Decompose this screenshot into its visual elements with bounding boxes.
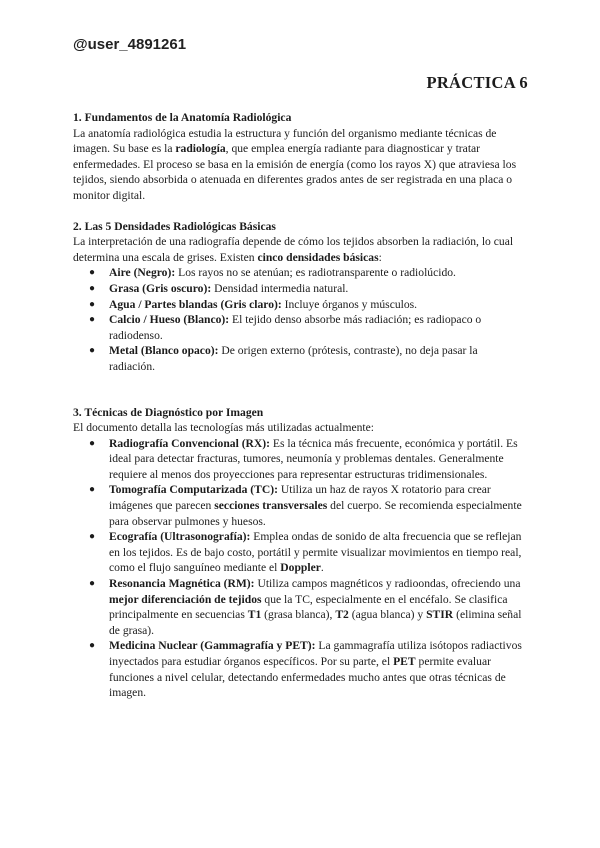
bullet-icon: ●: [89, 640, 96, 652]
technique-list: [73, 436, 525, 701]
page-title: PRÁCTICA 6: [426, 73, 528, 92]
section-heading: 1. Fundamentos de la Anatomía Radiológica: [73, 111, 292, 124]
list-item: ● Metal (Blanco opaco): De origen externo (prótesis, contraste), no deja pasar la radiación.: [89, 344, 478, 373]
list-item: ● Grasa (Gris oscuro): Densidad intermedia natural.: [89, 281, 349, 295]
bullet-icon: ●: [89, 298, 96, 310]
section-densities: [73, 219, 525, 375]
list-item: ● Resonancia Magnética (RM): Utiliza campos magnéticos y radioondas, ofreciendo una mejor diferenciación de tejidos que la TC, especialmente en el encéfalo. Se clasifica principalmente en secuencias T1 (grasa blanca), T2 (agua blanca) y STIR (elimina señal de grasa).: [89, 577, 522, 637]
list-item: ● Calcio / Hueso (Blanco): El tejido denso absorbe más radiación; es radiopaco o radiodenso.: [89, 313, 482, 342]
density-list: [73, 265, 525, 374]
section-paragraph: La anatomía radiológica estudia la estructura y función del organismo mediante técnicas de imagen. Su base es la radiología, que emplea energía radiante para diagnosticar y tratar enfermedades. El proceso se basa en la emisión de energía (como los rayos X) que atraviesa los tejidos, siendo absorbida o atenuada en diferentes grados antes de ser registrada en una placa o monitor digital.: [73, 126, 517, 202]
section-fundamentals: [73, 110, 525, 204]
list-item: ● Medicina Nuclear (Gammagrafía y PET): La gammagrafía utiliza isótopos radiactivos inyectados para estudiar órganos específicos. Por su parte, el PET permite evaluar funciones a nivel celular, detectando enfermedades mucho antes que otras técnicas de imagen.: [89, 639, 522, 700]
section-intro: El documento detalla las tecnologías más utilizadas actualmente:: [73, 421, 375, 435]
section-heading: 2. Las 5 Densidades Radiológicas Básicas: [73, 219, 276, 233]
bullet-icon: ●: [89, 314, 96, 326]
bullet-icon: ●: [89, 531, 96, 543]
list-item: ● Tomografía Computarizada (TC): Utiliza un haz de rayos X rotatorio para crear imágenes que parecen secciones transversales del cuerpo. Se recomienda especialmente para observar pulmones y huesos.: [89, 483, 522, 528]
bullet-icon: ●: [89, 484, 96, 496]
section-paragraph: La interpretación de una radiografía depende de cómo los tejidos absorben la radiación, lo cual determina una escala de grises. Existen cinco densidades básicas:: [73, 235, 514, 264]
bullet-icon: ●: [89, 345, 96, 357]
list-item: ● Radiografía Convencional (RX): Es la técnica más frecuente, económica y portátil. Es ideal para detectar fracturas, tumores, neumonía y problemas dentales. Generalmente requiere al menos dos proyecciones para representar estructuras tridimensionales.: [89, 436, 518, 481]
section-heading: 3. Técnicas de Diagnóstico por Imagen: [73, 405, 264, 419]
bullet-icon: ●: [89, 437, 96, 449]
list-item: ● Ecografía (Ultrasonografía): Emplea ondas de sonido de alta frecuencia que se reflejan en los tejidos. Es de bajo costo, portátil y permite visualizar movimientos en tiempo real, como el flujo sanguíneo mediante el Doppler.: [89, 530, 522, 575]
document-body: [73, 110, 525, 701]
bullet-icon: ●: [89, 267, 96, 279]
list-item: ● Agua / Partes blandas (Gris claro): Incluye órganos y músculos.: [89, 297, 418, 311]
list-item: ● Aire (Negro): Los rayos no se atenúan; es radiotransparente o radiolúcido.: [89, 266, 456, 280]
bullet-icon: ●: [89, 578, 96, 590]
section-techniques: [73, 405, 525, 701]
username-watermark: @user_4891261: [73, 36, 187, 53]
bullet-icon: ●: [89, 282, 96, 294]
